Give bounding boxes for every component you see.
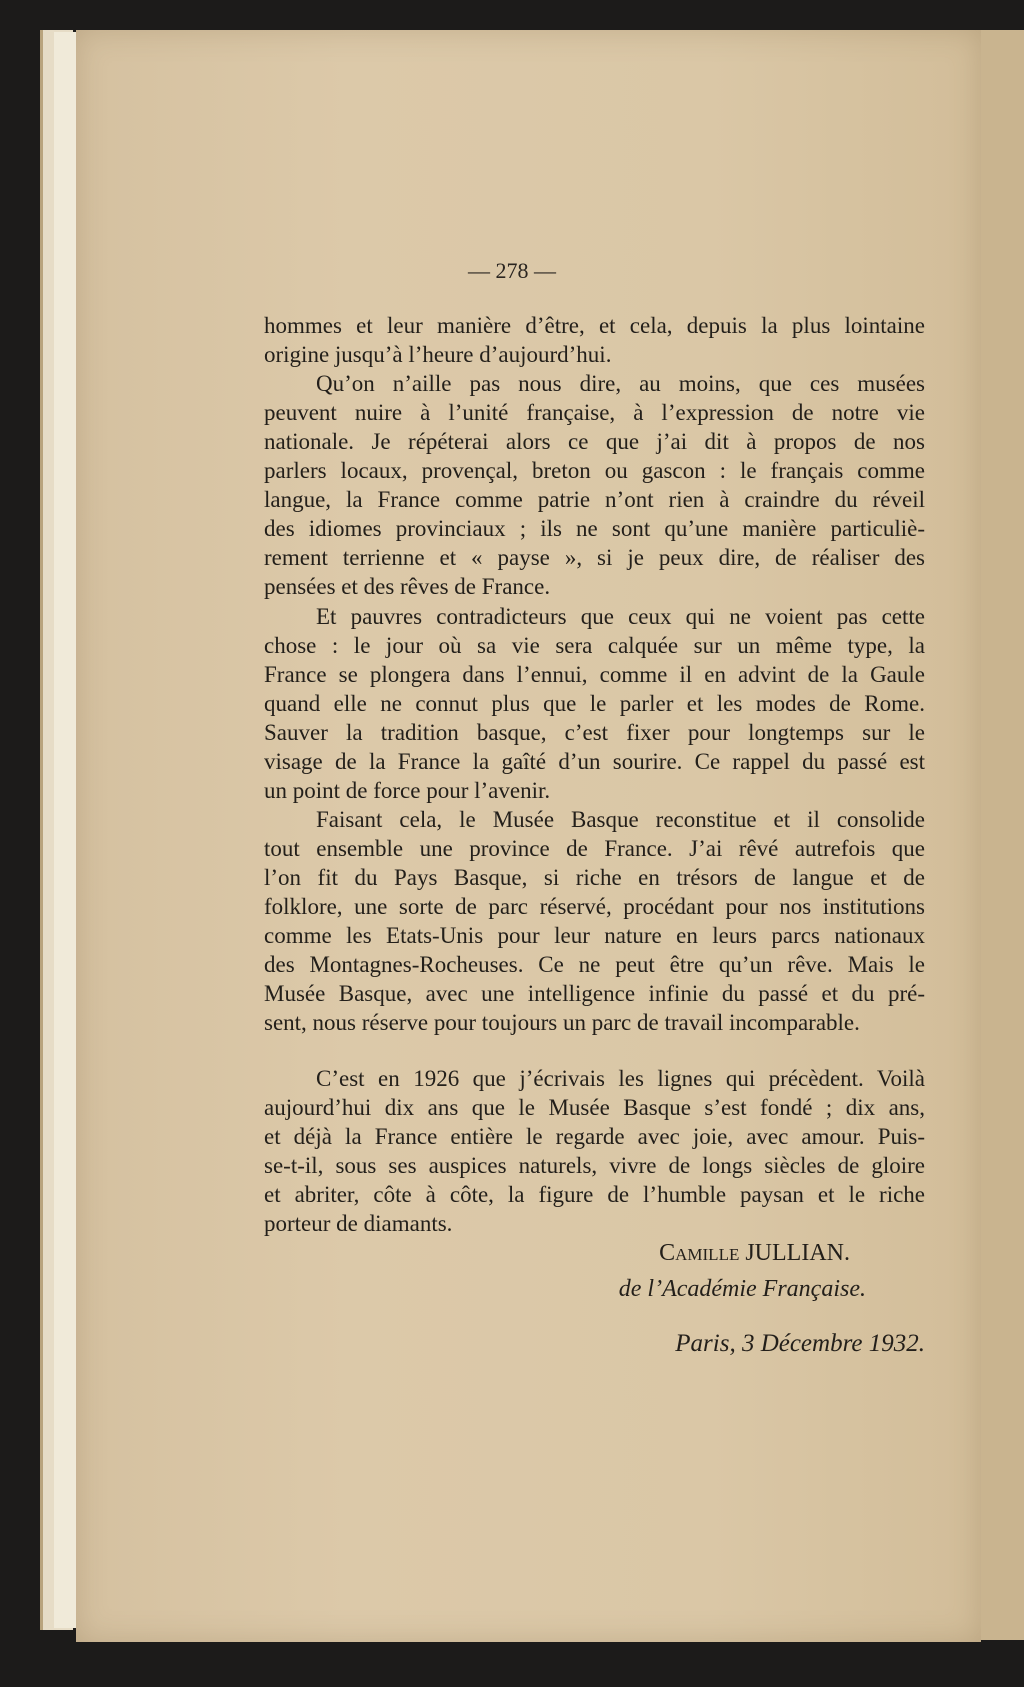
- text-line: Faisant cela, le Musée Basque reconstitue et il consolide: [316, 806, 925, 832]
- text-line: parlers locaux, provençal, breton ou gascon : le français comme: [264, 458, 925, 484]
- text-line: Qu’on n’aille pas nous dire, au moins, que ces musées: [316, 371, 925, 397]
- place-date: Paris, 3 Décembre 1932.: [675, 1330, 925, 1357]
- text-line: aujourd’hui dix ans que le Musée Basque s’est fondé ; dix ans,: [264, 1095, 925, 1121]
- text-line: hommes et leur manière d’être, et cela, depuis la plus lointaine: [264, 313, 925, 338]
- text-line: Musée Basque, avec une intelligence infinie du passé et du pré-: [264, 981, 925, 1007]
- text-line: comme les Etats-Unis pour leur nature en leurs parcs nationaux: [264, 923, 925, 949]
- text-line: peuvent nuire à l’unité française, à l’expression de notre vie: [264, 400, 925, 426]
- text-line: chose : le jour où sa vie sera calquée sur un même type, la: [264, 632, 925, 658]
- text-line: Et pauvres contradicteurs que ceux qui ne voient pas cette: [316, 603, 925, 629]
- text-line: C’est en 1926 que j’écrivais les lignes qui précèdent. Voilà: [316, 1066, 925, 1091]
- text-line: et abriter, côte à côte, la figure de l’humble paysan et le riche: [264, 1182, 925, 1208]
- text-line: pensées et des rêves de France.: [264, 574, 551, 600]
- text-line: l’on fit du Pays Basque, si riche en trésors de langue et de: [264, 864, 925, 890]
- text-line: quand elle ne connut plus que le parler et les modes de Rome.: [264, 690, 925, 716]
- text-line: se-t-il, sous ses auspices naturels, vivre de longs siècles de gloire: [264, 1153, 925, 1179]
- text-line: visage de la France la gaîté d’un sourire. Ce rappel du passé est: [264, 748, 925, 774]
- text-line: origine jusqu’à l’heure d’aujourd’hui.: [264, 342, 612, 368]
- page-number: — 278 —: [468, 258, 556, 283]
- text-line: langue, la France comme patrie n’ont rien à craindre du réveil: [264, 487, 925, 513]
- text-line: des Montagnes-Rocheuses. Ce ne peut être qu’un rêve. Mais le: [264, 952, 925, 978]
- text-line: porteur de diamants.: [264, 1211, 453, 1237]
- text-line: des idiomes provinciaux ; ils ne sont qu’une manière particuliè-: [264, 516, 925, 542]
- text-line: sent, nous réserve pour toujours un parc de travail incomparable.: [264, 1010, 860, 1036]
- author-name: Camille JULLIAN.: [659, 1240, 850, 1266]
- text-line: folklore, une sorte de parc réservé, procédant pour nos institutions: [264, 894, 925, 919]
- text-line: tout ensemble une province de France. J’ai rêvé autrefois que: [264, 835, 925, 861]
- author-affiliation: de l’Académie Française.: [618, 1276, 866, 1302]
- text-line: France se plongera dans l’ennui, comme il en advint de la Gaule: [264, 661, 925, 687]
- text-line: et déjà la France entière le regarde avec joie, avec amour. Puis-: [264, 1124, 925, 1150]
- text-line: un point de force pour l’avenir.: [264, 777, 551, 803]
- text-line: Sauver la tradition basque, c’est fixer pour longtemps sur le: [264, 719, 925, 745]
- text-line: rement terrienne et « payse », si je peux dire, de réaliser des: [264, 545, 925, 571]
- text-line: nationale. Je répéterai alors ce que j’ai dit à propos de nos: [264, 429, 925, 455]
